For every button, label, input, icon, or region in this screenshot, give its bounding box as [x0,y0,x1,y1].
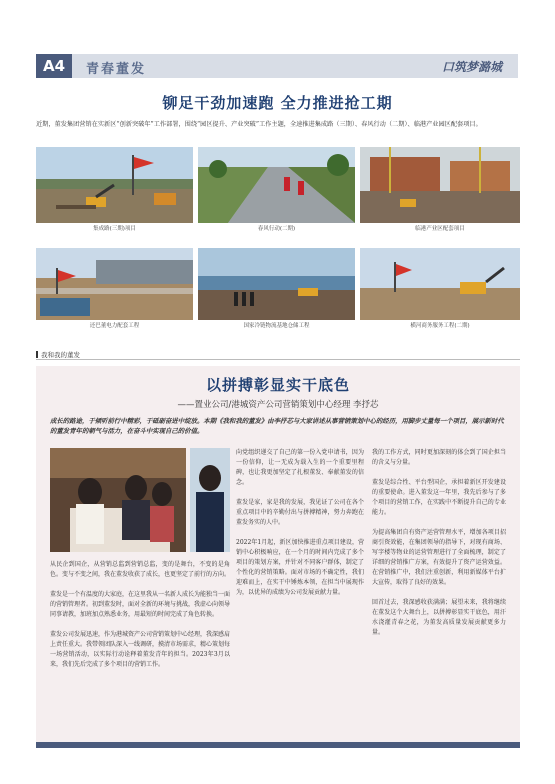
section-label-text: 我和我的董发 [41,351,80,359]
section-title: 青春董发 [86,62,147,77]
article-column-2: 向党组织递交了自己的第一份入党申请书，因为一份信仰，让一无成为载入生的一个重要里程碑，也让我更加坚定了扎根董发、奉献董发的信念。 董发是家，家是我的发展，我见证了公司在各个重点项目中的辛勤付出与拼搏精神，努力奔跑在董发务实的人中。 2022年1月起，新区加快推进重点项目建设，营销中心积极响应，在一个月的时间内完成了多个项目的策划方案，并针对不同客户群体，制定了个性化的营销策略。面对市场的不确定性，我们迎难而上，在实干中锤炼本领，在担当中展现作为，以优异的成绩为公司发展贡献力量。 [236,449,364,596]
article-column-3: 我的工作方式，同时更加深刻的体会到了国企担当的含义与分量。 董发是综合性、平台型国企，承担着新区开发建设的重要使命。进入董发这一年里，我先后参与了多个项目的营销工作，在实践中不断提升自己的专业能力。 为提高集团自有资产运营管理水平，增加各项目招商引资效能，在集团领导的指导下，对现有商场、写字楼等物业的运营管理进行了全面梳理，制定了详细的营销推广方案，有效提升了资产运营效益。在营销推广中，我们注重创新，利用新媒体平台扩大宣传，取得了良好的效果。 回首过去，我深感收获满满；展望未来，我将继续在董发这个大舞台上，以拼搏彰显实干底色，用汗水浇灌青春之花，为董发高质量发展贡献更多力量。 [372,449,506,636]
section-divider [36,359,520,360]
photo-caption: 集成路(三期)项目 [93,226,136,232]
bottom-bar [36,742,520,748]
news-title: 铆足干劲加速跑 全力推进抢工期 [162,94,393,112]
newspaper-logo: 口筑梦潞城 [441,60,502,74]
section-label [36,350,80,359]
photo-caption: 春风行动(二期) [257,226,296,232]
photo-caption: 国家冷链物流基地仓储工程 [243,323,310,329]
photo-portrait [190,448,230,552]
photo-coastal-site [198,248,355,320]
feature-intro: 成长的路途，于倾听前行中精彩，于砥砺奋进中绽放。本期《我和我的董发》由李抒芯与大家讲述从事营销策划中心的经历，用脚步丈量每一个项目，展示新时代的董发青年的朝气与活力，在奋斗中实现自己的价值。 [50,417,504,435]
page-header [0,40,555,78]
photo-excavator-site [36,147,193,223]
photo-caption: 横河商务服务工程(二期) [410,323,470,329]
photo-office-team [50,448,186,552]
photo-power-line [36,248,193,320]
article-column-1: 从民企到国企，从营销总监到营销总监，变的是舞台，不变的是角色。变与不变之间，我在董发收获了成长，也更坚定了前行的方向。 董发是一个有温度的大家庭，在这里我从一名新人成长为能独当一面的营销管理者。初到董发时，面对全新的环境与挑战，我虚心向领导同事请教，加班加点熟悉业务，用最短的时间完成了角色转换。 董发公司发展迅速，作为港城资产公司营销策划中心经理，我深感肩上责任重大。我带领团队深入一线调研，摸清市场需求，精心策划每一场营销活动，以实际行动诠释着董发青年的担当。2023年3月以来，我们先后完成了多个项目的营销工作。 [50,561,230,668]
photo-caption: 临港产业区配套项目 [415,226,465,232]
page-number: A4 [36,54,72,78]
photo-road [198,147,355,223]
feature-article [36,366,520,742]
photo-business-site [360,248,520,320]
feature-title: 以拼搏彰显实干底色 [205,376,350,394]
photo-caption: 还巴董电力配套工程 [89,323,140,329]
news-lead: 近期，董发集团营销在实新区“创新突破年”工作部署，围绕“园区提升、产业突破”工作主题，全速推进集成路（三期）、春风行动（二期）、临港产业园区配套项目。 [36,121,482,128]
photo-industrial-park [360,147,520,223]
feature-subtitle: ——置业公司/港城资产公司营销策划中心经理 李抒芯 [177,400,379,410]
header-bar [72,54,518,78]
